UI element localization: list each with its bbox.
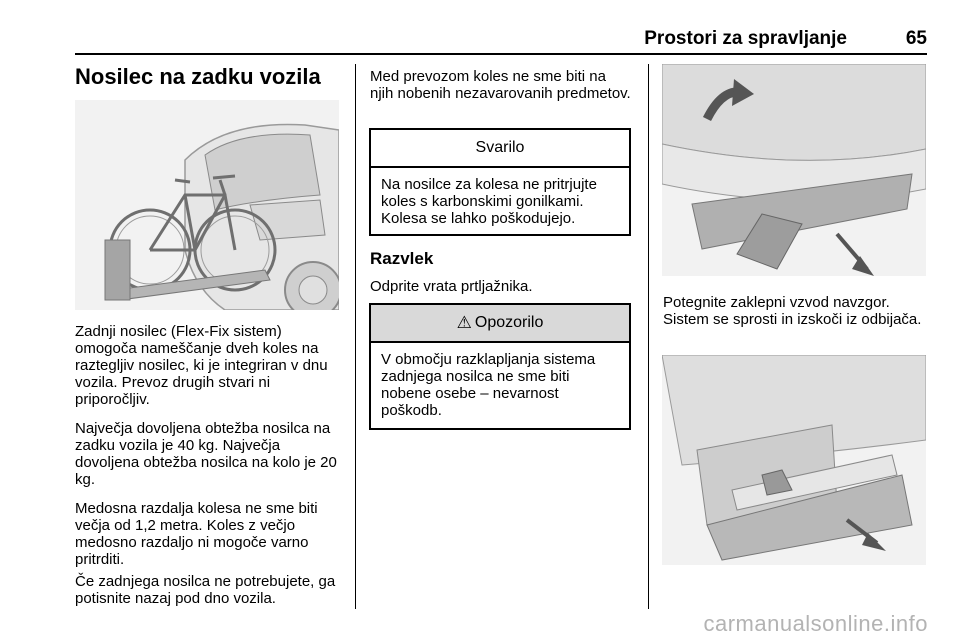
warning-header [371,305,629,343]
caution-title: Svarilo [371,130,629,168]
caption-pull-lever: Potegnite zaklepni vzvod navzgor. Sistem se sprosti in izskoči iz odbijača. [663,294,922,328]
release-lever-illustration [662,64,926,276]
header-title: Prostori za spravljanje [644,28,847,49]
column-divider-2 [648,64,649,609]
warning-box [369,303,631,430]
step-open-tailgate: Odprite vrata prtljažnika. [370,278,533,295]
paragraph-1: Zadnji nosilec (Flex-Fix sistem) omogoča nameščanje dveh koles na raztegljiv nosilec, ki je integriran v dnu vozila. Prevoz drugih stvari ni priporočljiv. [75,323,328,408]
intro-text: Med prevozom koles ne sme biti na njih nobenih nezavarovanih predmetov. [370,68,631,102]
bike-carrier-illustration [75,100,339,310]
warning-triangle-icon: ⚠ [456,313,472,332]
warning-title: Opozorilo [474,314,544,331]
paragraph-4: Če zadnjega nosilca ne potrebujete, ga potisnite nazaj pod dno vozila. [75,573,336,607]
page-header [75,28,927,50]
caution-box [369,128,631,236]
column-divider-1 [355,64,356,609]
header-rule [75,53,927,55]
carrier-extended-illustration [662,355,926,565]
caution-text: Na nosilce za kolesa ne pritrjujte koles s karbonskimi gonilkami. Kolesa se lahko poškodujejo. [381,176,597,227]
paragraph-2: Največja dovoljena obtežba nosilca na zadku vozila je 40 kg. Največja dovoljena obtežba nosilca na kolo je 20 kg. [75,420,337,488]
paragraph-3: Medosna razdalja kolesa ne sme biti večja od 1,2 metra. Koles z večjo medosno razdaljo ni mogoče varno pritrditi. [75,500,318,568]
watermark: carmanualsonline.info [703,611,928,636]
subheading-razvlek: Razvlek [370,249,434,268]
section-title: Nosilec na zadku vozila [75,64,321,89]
warning-text: V območju razklapljanja sistema zadnjega nosilca ne sme biti nobene osebe – nevarnost poškodb. [381,351,596,419]
page-number: 65 [905,28,927,49]
